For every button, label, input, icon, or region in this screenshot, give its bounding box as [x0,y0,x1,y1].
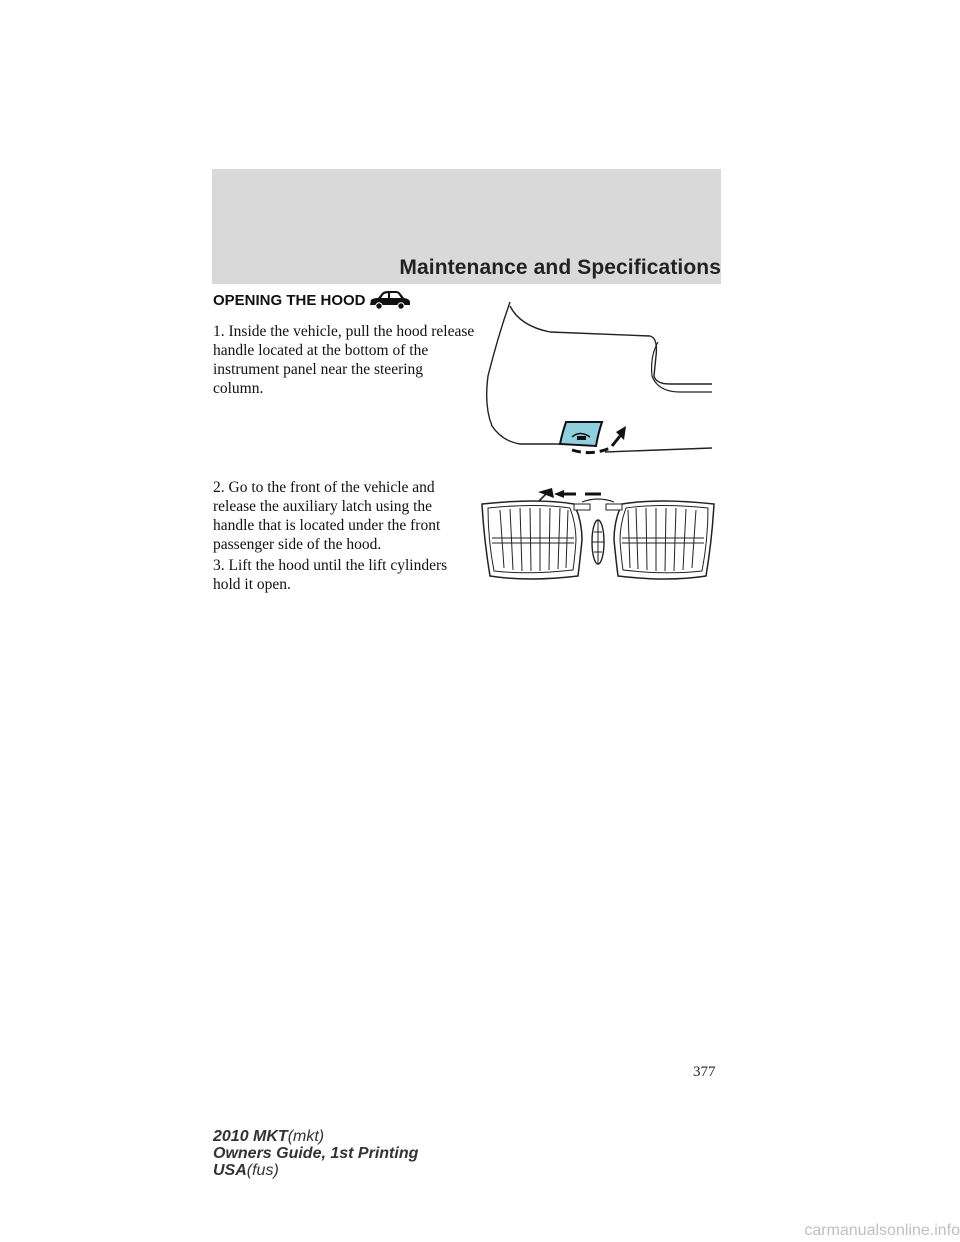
step-2: 2. Go to the front of the vehicle and release the auxiliary latch using the handle that is located under the front passenger side of the hood. [213,479,441,553]
section-heading [213,290,412,310]
hood-release-figure [480,296,715,461]
footer-line-3: USA(fus) [213,1162,279,1179]
car-icon [368,290,412,310]
watermark: carmanualsonline.info [804,1222,960,1239]
footer-line-2: Owners Guide, 1st Printing [213,1145,419,1162]
section-title: Maintenance and Specifications [399,256,721,279]
footer-line-1: 2010 MKT(mkt) [213,1128,325,1145]
step-3: 3. Lift the hood until the lift cylinders hold it open. [213,557,448,593]
header-band [212,169,721,284]
page-number: 377 [693,1064,716,1080]
document-footer [213,1128,418,1179]
heading-text: OPENING THE HOOD [213,291,366,309]
grille-latch-figure [478,480,718,582]
step-1: 1. Inside the vehicle, pull the hood release handle located at the bottom of the instrument panel near the steering column. [213,323,475,397]
